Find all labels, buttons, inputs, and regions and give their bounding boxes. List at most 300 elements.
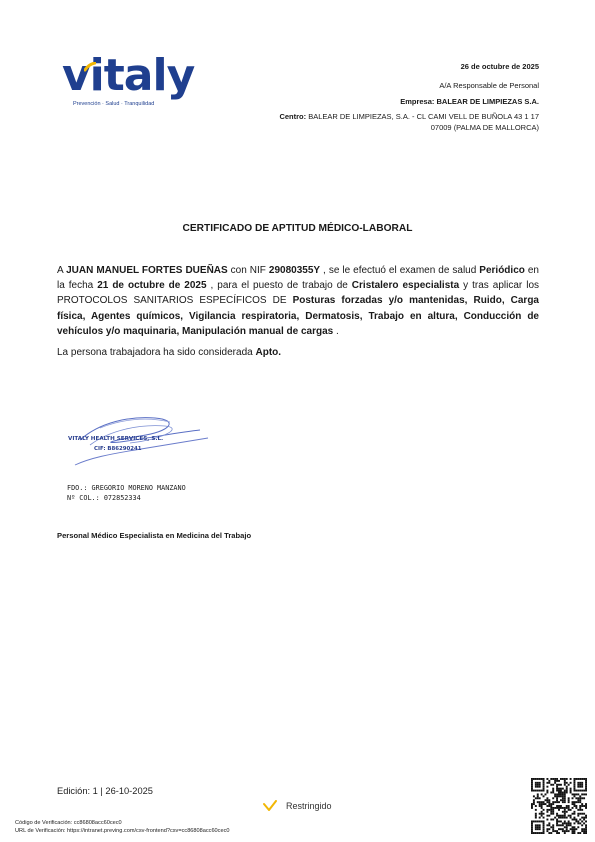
qr-module bbox=[570, 788, 572, 790]
qr-module bbox=[548, 801, 550, 803]
qr-module bbox=[585, 830, 587, 832]
qr-module bbox=[562, 788, 564, 790]
qr-module bbox=[564, 826, 566, 828]
qr-module bbox=[548, 809, 550, 811]
qr-module bbox=[539, 790, 541, 792]
qr-module bbox=[531, 820, 533, 822]
qr-module bbox=[541, 820, 543, 822]
qr-module bbox=[554, 778, 556, 780]
qr-module bbox=[568, 830, 570, 832]
qr-module bbox=[556, 824, 558, 826]
qr-module bbox=[562, 801, 564, 803]
qr-module bbox=[550, 803, 552, 805]
qr-module bbox=[575, 778, 577, 780]
qr-module bbox=[543, 790, 545, 792]
qr-module bbox=[535, 828, 537, 830]
qr-module bbox=[550, 819, 552, 821]
qr-module bbox=[539, 797, 541, 799]
qr-module bbox=[546, 809, 548, 811]
qr-module bbox=[552, 819, 554, 821]
qr-module bbox=[581, 803, 583, 805]
qr-module bbox=[579, 822, 581, 824]
empresa-label: Empresa: bbox=[400, 96, 435, 106]
qr-module bbox=[531, 788, 533, 790]
qr-module bbox=[560, 788, 562, 790]
qr-module bbox=[550, 792, 552, 794]
qr-module bbox=[579, 797, 581, 799]
qr-module bbox=[554, 830, 556, 832]
qr-module bbox=[558, 807, 560, 809]
qr-module bbox=[579, 813, 581, 815]
body-text: , se le efectuó el examen de salud bbox=[320, 265, 480, 276]
qr-module bbox=[531, 805, 533, 807]
document-date: 26 de octubre de 2025 bbox=[460, 62, 539, 71]
qr-module bbox=[550, 778, 552, 780]
qr-module bbox=[556, 793, 558, 795]
qr-module bbox=[581, 817, 583, 819]
qr-module bbox=[564, 784, 566, 786]
qr-module bbox=[583, 805, 585, 807]
qr-module bbox=[533, 778, 535, 780]
qr-module bbox=[556, 805, 558, 807]
qr-module bbox=[585, 780, 587, 782]
qr-module bbox=[585, 817, 587, 819]
qr-module bbox=[562, 830, 564, 832]
qr-module bbox=[573, 780, 575, 782]
qr-module bbox=[568, 784, 570, 786]
empresa-line bbox=[239, 97, 539, 108]
signatory-block bbox=[67, 484, 186, 503]
qr-module bbox=[541, 813, 543, 815]
qr-module bbox=[577, 784, 579, 786]
qr-module bbox=[531, 784, 533, 786]
qr-module bbox=[556, 820, 558, 822]
verification-block bbox=[15, 820, 230, 835]
qr-module bbox=[579, 807, 581, 809]
qr-module bbox=[539, 826, 541, 828]
qr-module bbox=[550, 805, 552, 807]
qr-module bbox=[539, 786, 541, 788]
qr-module bbox=[531, 832, 533, 834]
qr-module bbox=[537, 793, 539, 795]
qr-module bbox=[552, 807, 554, 809]
qr-module bbox=[572, 801, 574, 803]
qr-module bbox=[550, 832, 552, 834]
worker-nif: 29080355Y bbox=[268, 265, 321, 276]
qr-module bbox=[579, 801, 581, 803]
qr-module bbox=[556, 807, 558, 809]
protocols-list: Posturas forzadas y/o mantenidas, Ruido, Carga física, Agentes químicos, Vigilancia respiratoria, Dermatosis, Trabajo en altura, Conducción de vehículos y/o maquinaria, Manipulación manual de cargas bbox=[57, 295, 539, 337]
qr-module bbox=[537, 784, 539, 786]
qr-module bbox=[562, 807, 564, 809]
qr-module bbox=[585, 790, 587, 792]
qr-module bbox=[585, 824, 587, 826]
qr-module bbox=[575, 793, 577, 795]
qr-module bbox=[566, 788, 568, 790]
qr-module bbox=[543, 813, 545, 815]
qr-module bbox=[558, 817, 560, 819]
qr-module bbox=[548, 805, 550, 807]
qr-module bbox=[579, 782, 581, 784]
qr-module bbox=[566, 807, 568, 809]
qr-module bbox=[550, 807, 552, 809]
qr-module bbox=[558, 832, 560, 834]
qr-module bbox=[548, 828, 550, 830]
qr-module bbox=[572, 813, 574, 815]
qr-module bbox=[537, 832, 539, 834]
qr-module bbox=[566, 786, 568, 788]
qr-module bbox=[543, 795, 545, 797]
qr-module bbox=[533, 801, 535, 803]
qr-module bbox=[573, 826, 575, 828]
qr-module bbox=[570, 828, 572, 830]
qr-module bbox=[552, 830, 554, 832]
qr-module bbox=[577, 778, 579, 780]
qr-module bbox=[579, 799, 581, 801]
qr-module bbox=[533, 799, 535, 801]
qr-module bbox=[541, 811, 543, 813]
qr-module bbox=[566, 817, 568, 819]
qr-module bbox=[573, 803, 575, 805]
qr-module bbox=[564, 795, 566, 797]
vitaly-logo bbox=[62, 50, 197, 114]
qr-code-icon bbox=[531, 778, 587, 834]
qr-module bbox=[560, 795, 562, 797]
qr-module bbox=[546, 801, 548, 803]
qr-module bbox=[575, 819, 577, 821]
qr-module bbox=[546, 819, 548, 821]
qr-module bbox=[585, 786, 587, 788]
body-text: , para el puesto de trabajo de bbox=[206, 280, 352, 292]
signatory-name: FDO.: GREGORIO MORENO MANZANO bbox=[67, 484, 186, 492]
qr-module bbox=[531, 822, 533, 824]
qr-module bbox=[581, 805, 583, 807]
qr-module bbox=[564, 822, 566, 824]
qr-module bbox=[533, 832, 535, 834]
qr-module bbox=[577, 813, 579, 815]
qr-module bbox=[546, 799, 548, 801]
qr-module bbox=[566, 782, 568, 784]
qr-module bbox=[562, 811, 564, 813]
qr-module bbox=[581, 830, 583, 832]
qr-module bbox=[575, 820, 577, 822]
qr-module bbox=[573, 786, 575, 788]
qr-module bbox=[573, 782, 575, 784]
qr-module bbox=[579, 809, 581, 811]
qr-module bbox=[545, 803, 547, 805]
qr-module bbox=[566, 778, 568, 780]
qr-module bbox=[545, 793, 547, 795]
body-text: en la fecha bbox=[57, 265, 539, 292]
qr-module bbox=[535, 817, 537, 819]
qr-module bbox=[550, 809, 552, 811]
qr-module bbox=[546, 778, 548, 780]
qr-module bbox=[543, 809, 545, 811]
qr-module bbox=[570, 778, 572, 780]
qr-module bbox=[539, 832, 541, 834]
qr-module bbox=[579, 805, 581, 807]
qr-module bbox=[575, 828, 577, 830]
qr-module bbox=[546, 786, 548, 788]
qr-module bbox=[537, 797, 539, 799]
qr-module bbox=[573, 784, 575, 786]
qr-module bbox=[560, 824, 562, 826]
qr-module bbox=[556, 799, 558, 801]
qr-module bbox=[568, 809, 570, 811]
qr-module bbox=[568, 815, 570, 817]
qr-module bbox=[543, 782, 545, 784]
qr-module bbox=[552, 792, 554, 794]
qr-module bbox=[564, 793, 566, 795]
qr-module bbox=[566, 826, 568, 828]
qr-module bbox=[585, 807, 587, 809]
qr-module bbox=[558, 792, 560, 794]
qr-module bbox=[577, 820, 579, 822]
qr-module bbox=[554, 780, 556, 782]
qr-module bbox=[539, 824, 541, 826]
qr-module bbox=[543, 786, 545, 788]
qr-module bbox=[581, 813, 583, 815]
qr-module bbox=[558, 805, 560, 807]
logo-accent-icon bbox=[84, 62, 96, 72]
qr-module bbox=[570, 815, 572, 817]
qr-module bbox=[552, 803, 554, 805]
qr-module bbox=[560, 820, 562, 822]
qr-module bbox=[537, 790, 539, 792]
qr-module bbox=[572, 803, 574, 805]
qr-module bbox=[539, 817, 541, 819]
qr-module bbox=[577, 822, 579, 824]
qr-module bbox=[572, 826, 574, 828]
qr-module bbox=[560, 817, 562, 819]
qr-module bbox=[562, 824, 564, 826]
qr-module bbox=[585, 828, 587, 830]
qr-module bbox=[548, 815, 550, 817]
qr-module bbox=[572, 797, 574, 799]
qr-module bbox=[539, 805, 541, 807]
logo-wordmark: vitaly bbox=[62, 50, 195, 101]
qr-module bbox=[560, 828, 562, 830]
qr-module bbox=[556, 822, 558, 824]
qr-module bbox=[548, 782, 550, 784]
exam-date: 21 de octubre de 2025 bbox=[97, 280, 207, 292]
qr-module bbox=[552, 828, 554, 830]
qr-module bbox=[535, 786, 537, 788]
qr-module bbox=[541, 801, 543, 803]
qr-module bbox=[548, 803, 550, 805]
qr-module bbox=[550, 813, 552, 815]
exam-type: Periódico bbox=[479, 265, 525, 276]
qr-module bbox=[570, 790, 572, 792]
qr-module bbox=[543, 788, 545, 790]
qr-module bbox=[575, 797, 577, 799]
qr-module bbox=[579, 778, 581, 780]
qr-module bbox=[585, 788, 587, 790]
qr-module bbox=[535, 809, 537, 811]
qr-module bbox=[531, 790, 533, 792]
qr-module bbox=[566, 805, 568, 807]
qr-module bbox=[573, 828, 575, 830]
worker-name: JUAN MANUEL FORTES DUEÑAS bbox=[66, 265, 228, 276]
qr-module bbox=[564, 809, 566, 811]
handwritten-signature-icon bbox=[60, 410, 210, 475]
qr-module bbox=[552, 797, 554, 799]
qr-module bbox=[535, 782, 537, 784]
qr-module bbox=[566, 828, 568, 830]
qr-module bbox=[531, 828, 533, 830]
qr-module bbox=[572, 830, 574, 832]
qr-module bbox=[546, 828, 548, 830]
qr-module bbox=[537, 786, 539, 788]
qr-module bbox=[581, 784, 583, 786]
qr-module bbox=[566, 811, 568, 813]
empresa-value: BALEAR DE LIMPIEZAS S.A. bbox=[436, 96, 539, 106]
qr-module bbox=[552, 811, 554, 813]
qr-module bbox=[575, 790, 577, 792]
qr-module bbox=[543, 820, 545, 822]
qr-module bbox=[564, 807, 566, 809]
qr-module bbox=[585, 820, 587, 822]
qr-module bbox=[535, 784, 537, 786]
qr-module bbox=[531, 782, 533, 784]
qr-module bbox=[539, 813, 541, 815]
qr-module bbox=[531, 824, 533, 826]
qr-module bbox=[558, 793, 560, 795]
qr-module bbox=[566, 830, 568, 832]
centro-line1: BALEAR DE LIMPIEZAS, S.A. - CL CAMI VELL DE BUÑOLA 43 1 17 bbox=[308, 112, 539, 122]
qr-module bbox=[562, 817, 564, 819]
qr-module bbox=[560, 792, 562, 794]
qr-module bbox=[560, 815, 562, 817]
qr-module bbox=[570, 817, 572, 819]
job-title: Cristalero especialista bbox=[351, 280, 460, 292]
qr-module bbox=[585, 826, 587, 828]
qr-module bbox=[564, 817, 566, 819]
qr-module bbox=[575, 801, 577, 803]
qr-module bbox=[581, 793, 583, 795]
stamp-cif: CIF: B86290241 bbox=[94, 446, 142, 452]
qr-module bbox=[543, 778, 545, 780]
qr-module bbox=[577, 815, 579, 817]
qr-module bbox=[573, 817, 575, 819]
qr-module bbox=[543, 803, 545, 805]
qr-module bbox=[570, 809, 572, 811]
qr-module bbox=[568, 797, 570, 799]
qr-module bbox=[548, 822, 550, 824]
qr-module bbox=[583, 790, 585, 792]
qr-module bbox=[562, 828, 564, 830]
body-text: con NIF bbox=[227, 265, 269, 276]
qr-module bbox=[577, 801, 579, 803]
qr-module bbox=[562, 792, 564, 794]
qr-module bbox=[562, 795, 564, 797]
qr-module bbox=[548, 824, 550, 826]
qr-module bbox=[556, 819, 558, 821]
qr-module bbox=[564, 797, 566, 799]
qr-module bbox=[577, 793, 579, 795]
qr-module bbox=[583, 819, 585, 821]
qr-module bbox=[573, 795, 575, 797]
qr-module bbox=[537, 801, 539, 803]
qr-module bbox=[572, 819, 574, 821]
qr-module bbox=[552, 784, 554, 786]
qr-module bbox=[581, 778, 583, 780]
qr-module bbox=[585, 803, 587, 805]
qr-module bbox=[546, 792, 548, 794]
qr-module bbox=[581, 824, 583, 826]
qr-module bbox=[572, 807, 574, 809]
qr-module bbox=[556, 830, 558, 832]
qr-module bbox=[543, 828, 545, 830]
qr-module bbox=[552, 809, 554, 811]
qr-module bbox=[558, 780, 560, 782]
qr-module bbox=[573, 778, 575, 780]
qr-module bbox=[543, 830, 545, 832]
qr-module bbox=[558, 828, 560, 830]
qr-module bbox=[556, 801, 558, 803]
qr-module bbox=[558, 788, 560, 790]
qr-module bbox=[573, 788, 575, 790]
qr-module bbox=[543, 826, 545, 828]
qr-module bbox=[564, 778, 566, 780]
qr-module bbox=[585, 778, 587, 780]
qr-module bbox=[570, 782, 572, 784]
qr-module bbox=[579, 819, 581, 821]
qr-module bbox=[581, 809, 583, 811]
qr-module bbox=[552, 788, 554, 790]
qr-module bbox=[564, 815, 566, 817]
qr-module bbox=[560, 778, 562, 780]
qr-module bbox=[564, 780, 566, 782]
checkmark-icon bbox=[263, 800, 277, 812]
qr-module bbox=[558, 801, 560, 803]
qr-module bbox=[566, 790, 568, 792]
qr-module bbox=[572, 793, 574, 795]
qr-module bbox=[558, 784, 560, 786]
qr-module bbox=[531, 778, 533, 780]
qr-module bbox=[531, 803, 533, 805]
qr-module bbox=[531, 807, 533, 809]
qr-module bbox=[573, 801, 575, 803]
qr-module bbox=[570, 792, 572, 794]
qr-module bbox=[546, 805, 548, 807]
qr-module bbox=[535, 778, 537, 780]
qr-module bbox=[560, 793, 562, 795]
qr-module bbox=[564, 801, 566, 803]
qr-module bbox=[554, 807, 556, 809]
qr-module bbox=[537, 782, 539, 784]
centro-line bbox=[239, 112, 539, 123]
qr-module bbox=[546, 824, 548, 826]
qr-module bbox=[535, 813, 537, 815]
qr-module bbox=[583, 817, 585, 819]
qr-module bbox=[577, 786, 579, 788]
qr-module bbox=[546, 815, 548, 817]
qr-module bbox=[579, 786, 581, 788]
recipient: A/A Responsable de Personal bbox=[439, 80, 539, 90]
qr-module bbox=[577, 782, 579, 784]
qr-module bbox=[573, 790, 575, 792]
qr-module bbox=[585, 805, 587, 807]
qr-module bbox=[562, 778, 564, 780]
qr-module bbox=[568, 807, 570, 809]
qr-module bbox=[564, 830, 566, 832]
header-address-block bbox=[239, 62, 539, 134]
qr-module bbox=[554, 817, 556, 819]
qr-module bbox=[556, 790, 558, 792]
qr-module bbox=[583, 822, 585, 824]
qr-module bbox=[535, 805, 537, 807]
